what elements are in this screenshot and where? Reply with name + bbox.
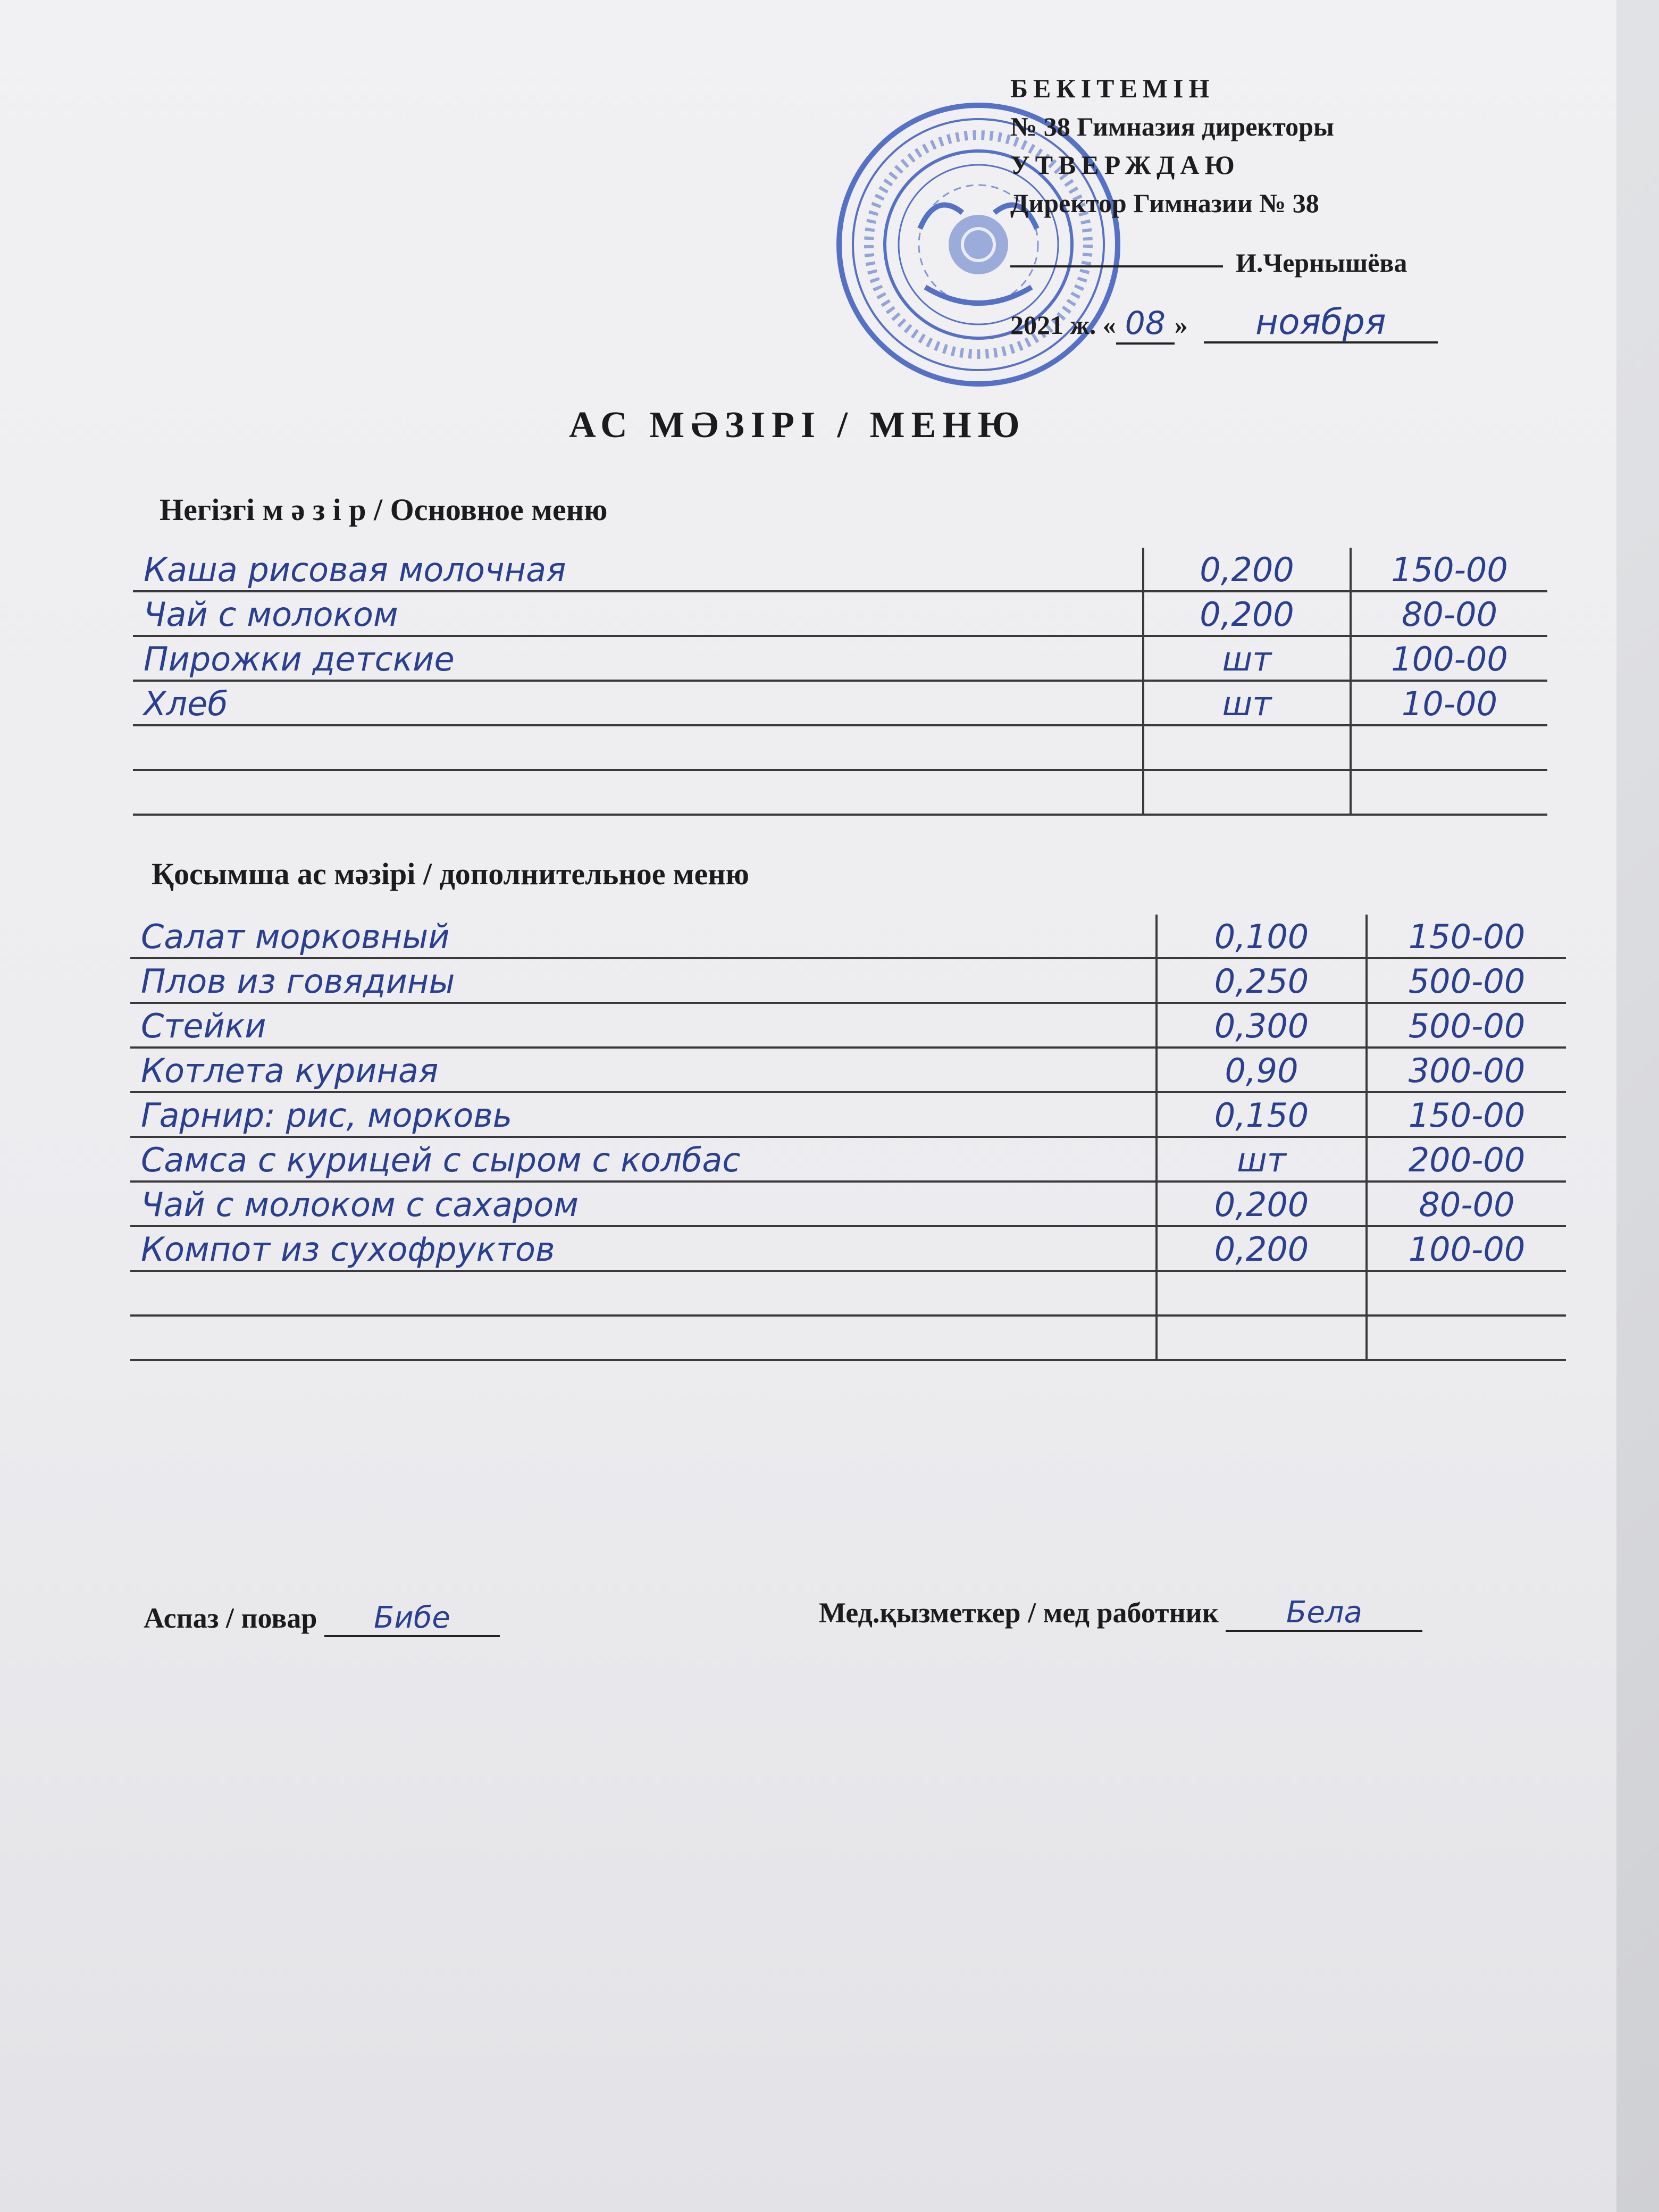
approval-date	[1010, 303, 1438, 345]
table-row	[130, 1137, 1566, 1182]
dish-price: 80-00	[1401, 595, 1498, 634]
approval-position-ru: Директор Гимназии № 38	[1010, 188, 1319, 218]
table-row	[133, 591, 1547, 636]
medic-signature: Бела	[1226, 1595, 1422, 1632]
dish-name: Гарнир: рис, морковь	[141, 1096, 513, 1135]
approval-label-ru: УТВЕРЖДАЮ	[1010, 150, 1240, 180]
dish-name: Салат морковный	[141, 917, 450, 956]
table-row	[130, 1092, 1566, 1137]
dish-quantity: 0,300	[1214, 1007, 1309, 1045]
table-row	[130, 1271, 1566, 1316]
dish-quantity: 0,200	[1200, 550, 1294, 589]
date-close-quote: »	[1174, 310, 1188, 340]
table-row	[133, 548, 1547, 591]
dish-name: Котлета куриная	[141, 1051, 439, 1090]
dish-quantity: шт	[1237, 1141, 1286, 1179]
extra-menu-heading: Қосымша ас мәзірі / дополнительное меню	[152, 857, 749, 891]
dish-name: Чай с молоком	[144, 595, 398, 634]
dish-price: 300-00	[1408, 1051, 1526, 1090]
table-row	[133, 770, 1547, 815]
extra-menu-rows	[130, 915, 1566, 1360]
date-month: ноября	[1204, 303, 1438, 343]
dish-name: Пирожки детские	[144, 640, 455, 678]
table-row	[130, 915, 1566, 958]
dish-price: 150-00	[1408, 917, 1526, 956]
dish-price: 500-00	[1408, 962, 1526, 1001]
dish-name: Плов из говядины	[141, 962, 455, 1001]
approval-label-kk: БЕКІТЕМІН	[1010, 73, 1215, 103]
date-year: 2021 ж. «	[1010, 310, 1116, 340]
table-row	[130, 958, 1566, 1003]
cook-signature-block	[144, 1601, 500, 1637]
cook-signature: Бибе	[324, 1601, 500, 1637]
dish-quantity: 0,200	[1200, 595, 1294, 634]
dish-quantity: 0,90	[1225, 1051, 1298, 1090]
dish-quantity: 0,150	[1214, 1096, 1309, 1135]
dish-name: Хлеб	[144, 684, 228, 723]
table-row	[130, 1048, 1566, 1092]
approval-position-kk: № 38 Гимназия директоры	[1010, 112, 1334, 141]
main-menu-rows	[133, 548, 1547, 815]
dish-price: 200-00	[1408, 1141, 1526, 1179]
table-row	[130, 1226, 1566, 1271]
table-row	[133, 636, 1547, 681]
table-row	[130, 1316, 1566, 1360]
dish-price: 150-00	[1391, 550, 1508, 589]
table-row	[130, 1182, 1566, 1226]
main-menu-table	[133, 548, 1547, 816]
page-title: АС МӘЗІРІ / МЕНЮ	[569, 405, 1026, 446]
dish-name: Стейки	[141, 1007, 266, 1045]
dish-price: 10-00	[1401, 684, 1498, 723]
dish-price: 80-00	[1419, 1185, 1515, 1224]
dish-quantity: 0,200	[1214, 1230, 1309, 1269]
extra-menu-table	[130, 915, 1566, 1361]
dish-name: Чай с молоком с сахаром	[141, 1185, 579, 1224]
table-row	[130, 1003, 1566, 1048]
approval-block	[1010, 69, 1438, 345]
dish-quantity: шт	[1222, 684, 1272, 723]
director-signature-row	[1010, 244, 1438, 282]
dish-quantity: шт	[1222, 640, 1272, 678]
table-row	[133, 681, 1547, 725]
table-row	[133, 725, 1547, 770]
director-name: И.Чернышёва	[1236, 248, 1407, 278]
medic-label: Мед.қызметкер / мед работник	[819, 1597, 1219, 1629]
dish-quantity: 0,250	[1214, 962, 1309, 1001]
dish-name: Каша рисовая молочная	[144, 550, 566, 589]
dish-quantity: 0,200	[1214, 1185, 1309, 1224]
director-signature-line	[1010, 265, 1223, 267]
dish-price: 100-00	[1408, 1230, 1526, 1269]
main-menu-heading: Негізгі м ә з і р / Основное меню	[160, 492, 608, 527]
dish-name: Компот из сухофруктов	[141, 1230, 555, 1269]
dish-quantity: 0,100	[1214, 917, 1309, 956]
dish-price: 150-00	[1408, 1096, 1526, 1135]
dish-name: Самса с курицей с сыром с колбас	[141, 1141, 741, 1179]
medic-signature-block	[819, 1595, 1422, 1632]
cook-label: Аспаз / повар	[144, 1602, 317, 1634]
date-day: 08	[1116, 304, 1175, 345]
dish-price: 500-00	[1408, 1007, 1526, 1045]
dish-price: 100-00	[1391, 640, 1508, 678]
